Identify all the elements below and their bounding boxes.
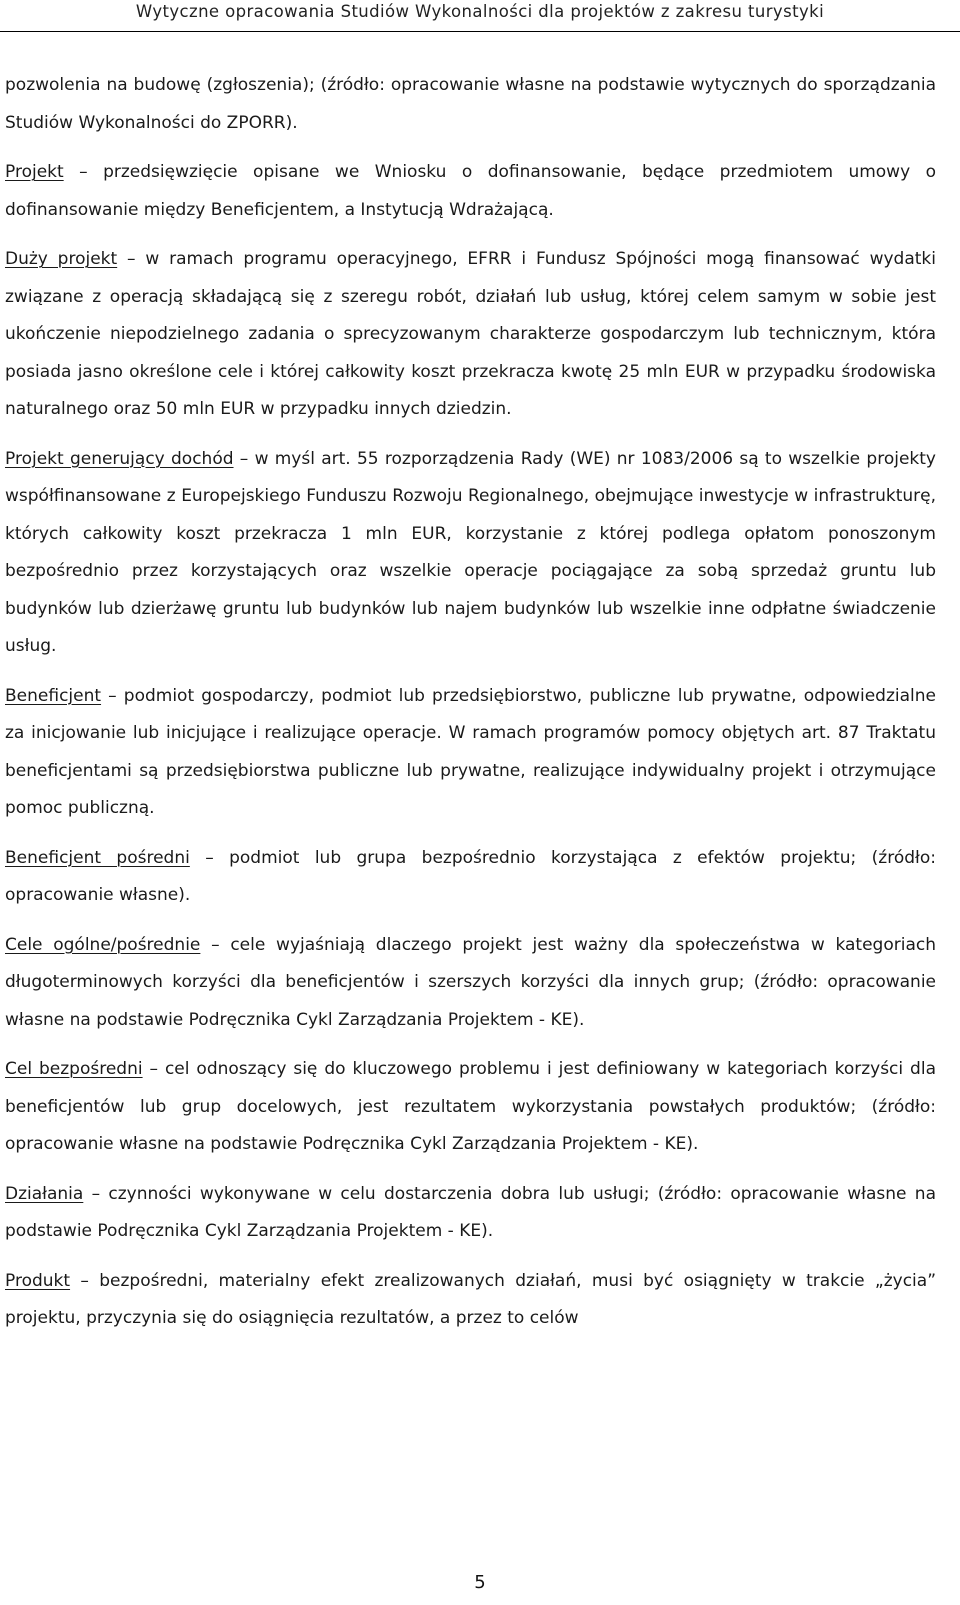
definition-text: – przedsięwzięcie opisane we Wniosku o dofinansowanie, będące przedmiotem umowy o dofinansowanie między Beneficjentem, a Instytucją Wdrażającą. bbox=[5, 162, 936, 220]
definition-beneficjent-posredni bbox=[5, 840, 936, 915]
term-label: Projekt generujący dochód bbox=[5, 448, 234, 469]
paragraph-continuation bbox=[5, 67, 936, 142]
term-label: Duży projekt bbox=[5, 249, 118, 269]
page-number: 5 bbox=[474, 1572, 486, 1593]
definition-duzy-projekt bbox=[5, 241, 936, 429]
definition-text: – czynności wykonywane w celu dostarczenia dobra lub usługi; (źródło: opracowanie własne na podstawie Podręcznika Cykl Zarządzania Projektem - KE). bbox=[5, 1183, 936, 1241]
term-label: Produkt bbox=[5, 1270, 71, 1291]
term-label: Działania bbox=[5, 1183, 84, 1204]
definition-projekt-generujacy-dochod bbox=[5, 441, 936, 666]
definition-text: – podmiot gospodarczy, podmiot lub przedsiębiorstwo, publiczne lub prywatne, odpowiedzialne za inicjowanie lub inicjujące i realizujące operacje. W ramach programów pomocy objętych art. 87 Traktatu beneficjentami są przedsiębiorstwa publiczne lub prywatne, realizujące indywidualny projekt i otrzymujące pomoc publiczną. bbox=[5, 685, 936, 818]
definition-text: – w myśl art. 55 rozporządzenia Rady (WE) nr 1083/2006 są to wszelkie projekty współfinansowane z Europejskiego Funduszu Rozwoju Regionalnego, obejmujące inwestycje w infrastrukturę, których całkowity koszt przekracza 1 mln EUR, korzystanie z której podlega opłatom ponoszonym bezpośrednio przez korzystających oraz wszelkie operacje pociągające za sobą sprzedaż gruntu lub budynków lub dzierżawę gruntu lub budynków lub najem budynków lub wszelkie inne odpłatne świadczenie usług. bbox=[5, 448, 936, 656]
definition-text: – cel odnoszący się do kluczowego problemu i jest definiowany w kategoriach korzyści dla beneficjentów lub grup docelowych, jest rezultatem wykorzystania powstałych produktów; (źródło: opracowanie własne na podstawie Podręcznika Cykl Zarządzania Projektem - KE). bbox=[5, 1059, 936, 1154]
definition-projekt bbox=[5, 154, 936, 229]
term-label: Beneficjent bbox=[5, 685, 102, 706]
definition-cele-ogolne bbox=[5, 927, 936, 1040]
definition-cel-bezposredni bbox=[5, 1051, 936, 1164]
definition-produkt bbox=[5, 1263, 936, 1338]
term-label: Projekt bbox=[5, 162, 64, 182]
definition-text: – bezpośredni, materialny efekt zrealizowanych działań, musi być osiągnięty w trakcie „życia” projektu, przyczynia się do osiągnięcia rezultatów, a przez to celów bbox=[5, 1270, 936, 1328]
running-header: Wytyczne opracowania Studiów Wykonalności dla projektów z zakresu turystyki bbox=[135, 2, 825, 21]
definition-text: pozwolenia na budowę (zgłoszenia); (źródło: opracowanie własne na podstawie wytycznych do sporządzania Studiów Wykonalności do ZPORR). bbox=[5, 75, 936, 133]
definition-dzialania bbox=[5, 1176, 936, 1251]
definition-text: – w ramach programu operacyjnego, EFRR i Fundusz Spójności mogą finansować wydatki związane z operacją składającą się z szeregu robót, działań lub usług, której celem samym w sobie jest ukończenie niepodzielnego zadania o sprecyzowanym charakterze gospodarczym lub technicznym, która posiada jasno określone cele i której całkowity koszt przekracza kwotę 25 mln EUR w przypadku środowiska naturalnego oraz 50 mln EUR w przypadku innych dziedzin. bbox=[5, 249, 936, 419]
definition-text: – podmiot lub grupa bezpośrednio korzystająca z efektów projektu; (źródło: opracowanie własne). bbox=[5, 847, 936, 905]
definition-text: – cele wyjaśniają dlaczego projekt jest ważny dla społeczeństwa w kategoriach długoterminowych korzyści dla beneficjentów i szerszych korzyści dla innych grup; (źródło: opracowanie własne na podstawie Podręcznika Cykl Zarządzania Projektem - KE). bbox=[5, 934, 936, 1030]
term-label: Cele ogólne/pośrednie bbox=[5, 934, 201, 955]
definition-beneficjent bbox=[5, 678, 936, 828]
term-label: Beneficjent pośredni bbox=[5, 847, 190, 868]
document-body bbox=[5, 67, 936, 1338]
term-label: Cel bezpośredni bbox=[5, 1059, 143, 1079]
header-divider bbox=[0, 31, 960, 32]
